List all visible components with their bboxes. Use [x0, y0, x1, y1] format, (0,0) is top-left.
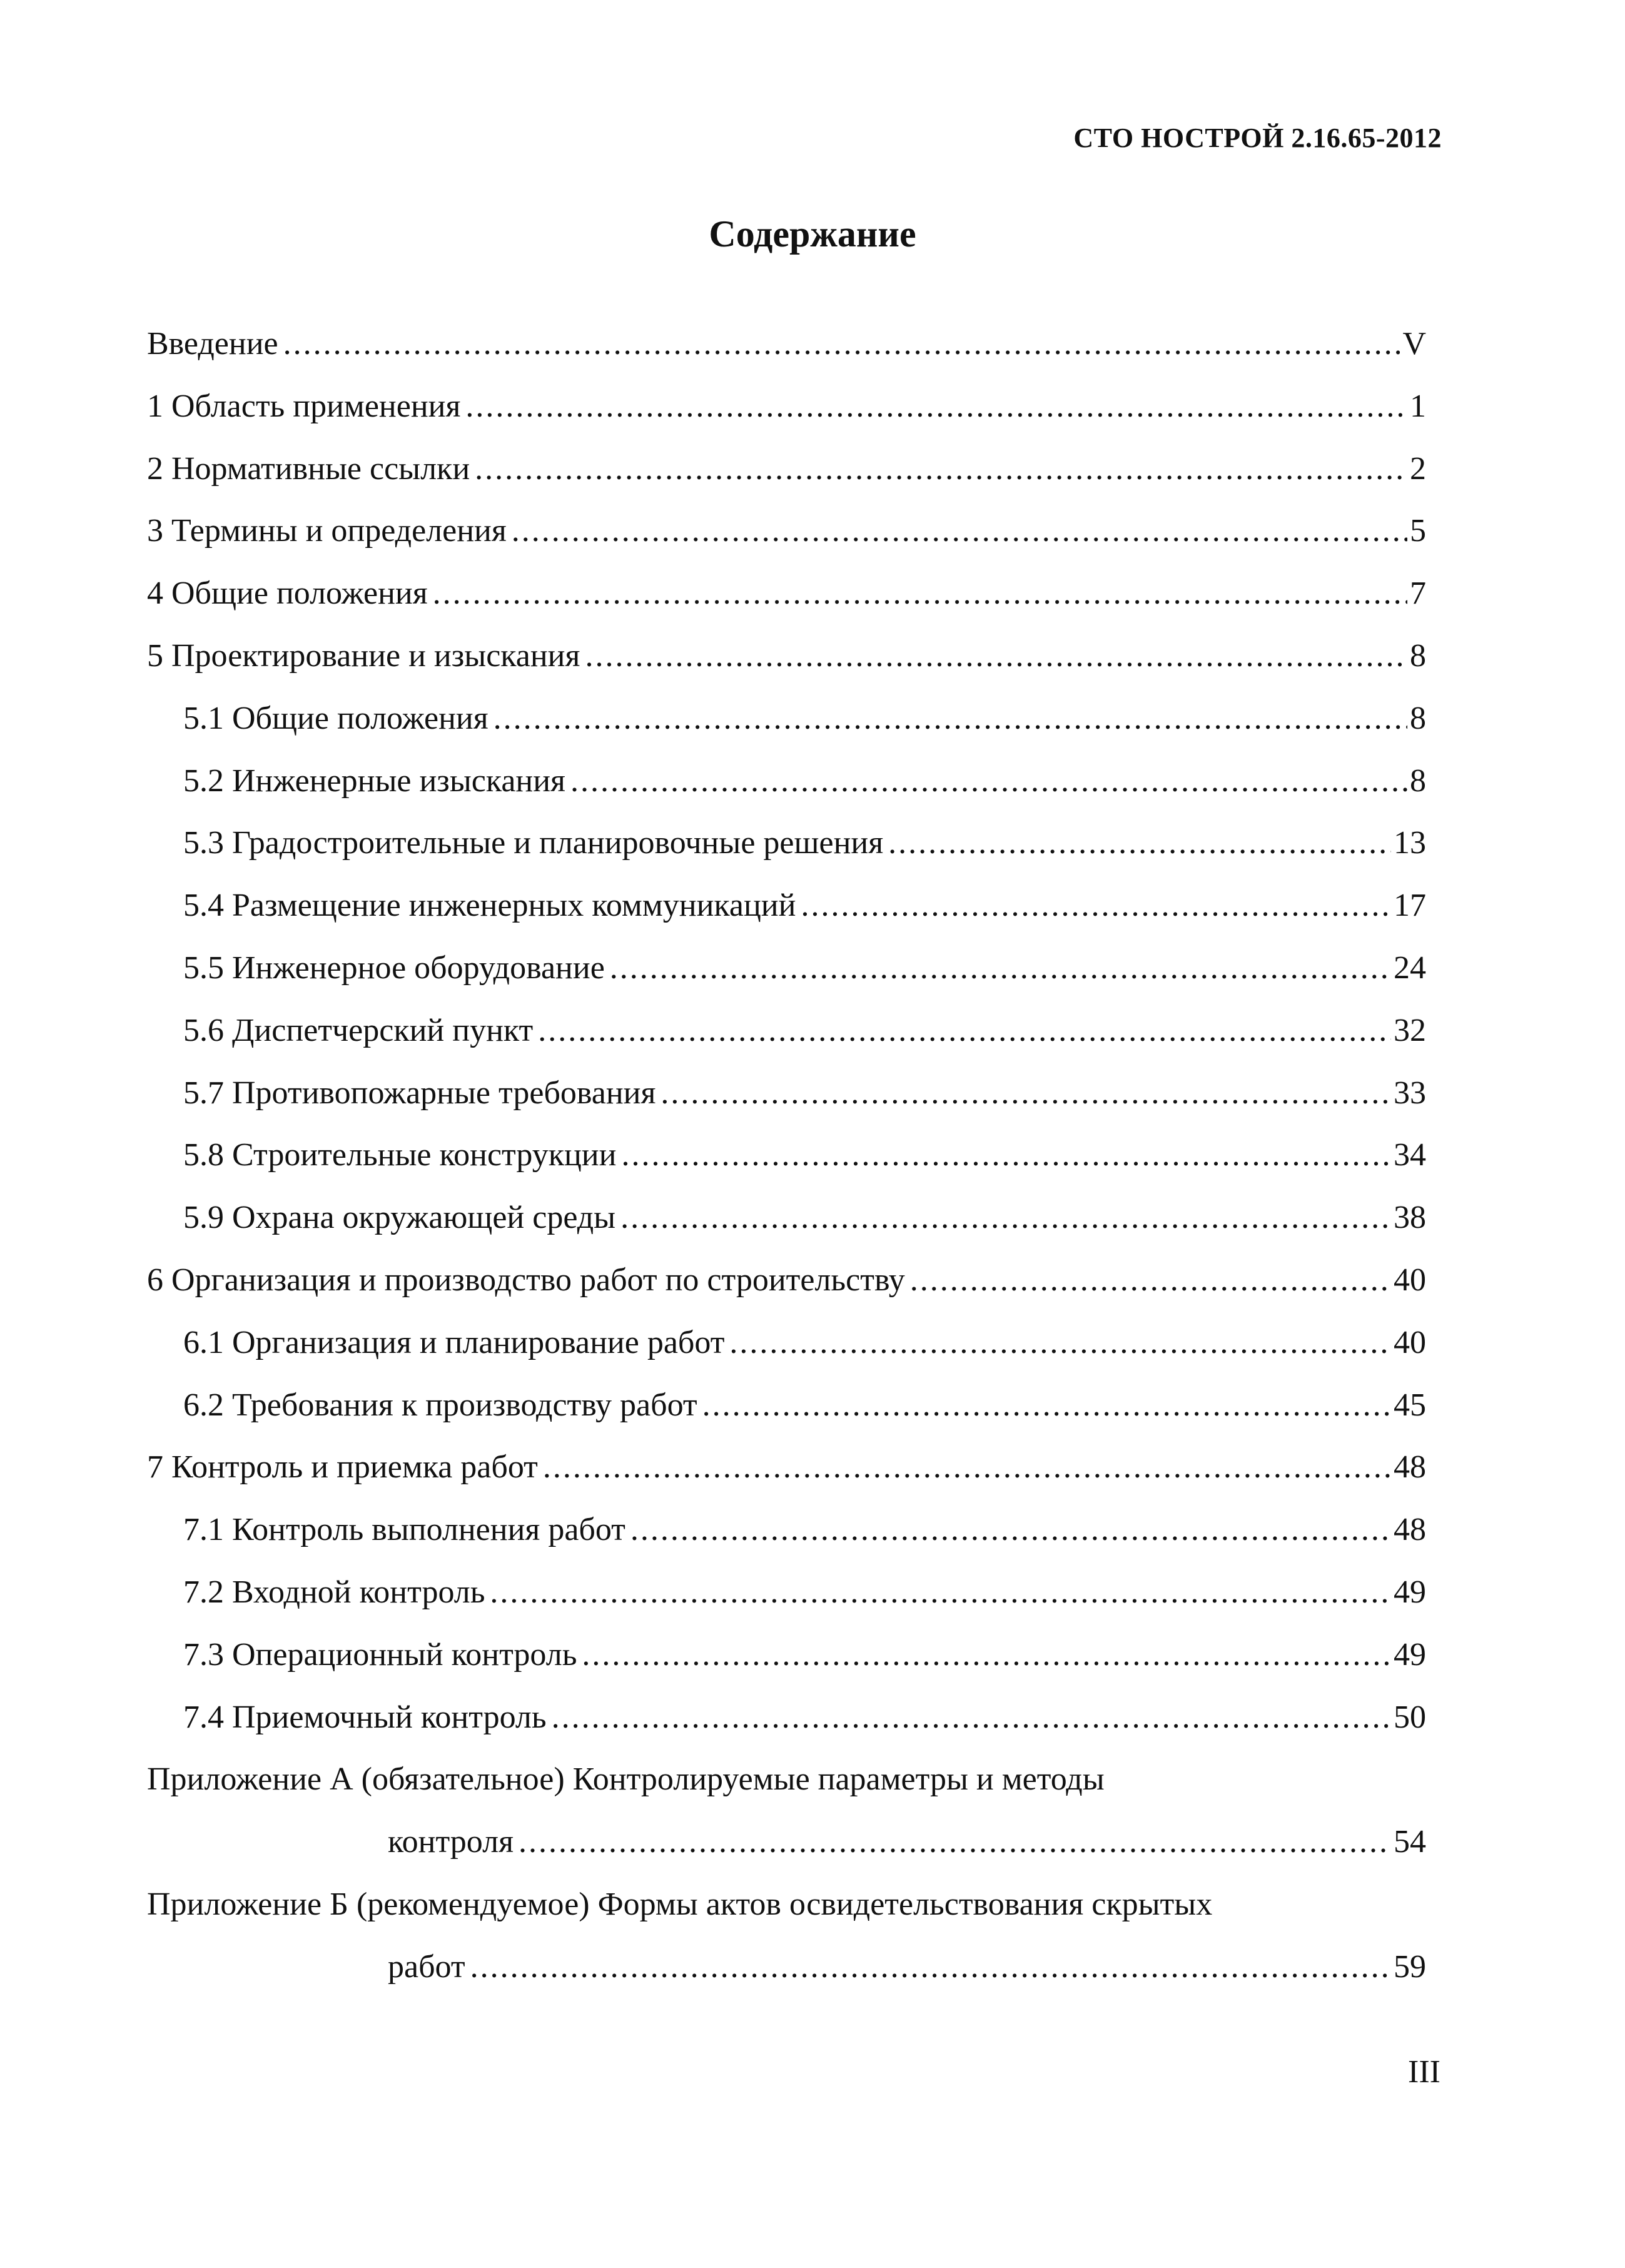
document-code: СТО НОСТРОЙ 2.16.65-2012 [1073, 123, 1442, 153]
toc-entry-7-4[interactable] [147, 1699, 1426, 1761]
toc-entry-page: 13 [1394, 825, 1426, 861]
dot-leader [801, 887, 1391, 924]
dot-leader [283, 325, 1400, 362]
toc-entry-page: 33 [1394, 1075, 1426, 1111]
toc-entry-page: 38 [1394, 1200, 1426, 1236]
toc-entry-appendix-a-continuation[interactable] [147, 1823, 1426, 1886]
toc-entry-label: 6.2 Требования к производству работ [183, 1387, 697, 1423]
toc-entry-label: 5.6 Диспетчерский пункт [183, 1012, 534, 1048]
toc-entry-appendix-b[interactable] [147, 1886, 1426, 1948]
toc-title: Содержание [709, 213, 916, 255]
page-number: III [1408, 2054, 1440, 2090]
toc-entry-page: V [1402, 326, 1426, 362]
toc-entry-5[interactable] [147, 637, 1426, 700]
toc-entry-label: 5.4 Размещение инженерных коммуникаций [183, 888, 796, 924]
toc-entry-page: 49 [1394, 1636, 1426, 1673]
toc-entry-5-7[interactable] [147, 1075, 1426, 1137]
toc-entry-label: 7 Контроль и приемка работ [147, 1449, 538, 1486]
dot-leader [433, 575, 1407, 612]
toc-entry-page: 8 [1410, 637, 1426, 674]
toc-entry-page: 54 [1394, 1824, 1426, 1860]
dot-leader [610, 949, 1391, 986]
toc-entry-page: 40 [1394, 1324, 1426, 1360]
dot-leader [729, 1324, 1391, 1361]
toc-entry-appendix-b-continuation[interactable] [147, 1948, 1426, 2011]
toc-entry-7[interactable] [147, 1449, 1426, 1511]
dot-leader [538, 1012, 1391, 1049]
dot-leader [494, 700, 1407, 737]
toc-entry-label: 6.1 Организация и планирование работ [183, 1324, 725, 1360]
toc-entry-5-8[interactable] [147, 1137, 1426, 1199]
dot-leader [465, 388, 1407, 425]
toc-entry-4[interactable] [147, 575, 1426, 637]
toc-entry-page: 45 [1394, 1387, 1426, 1423]
toc-entry-page: 8 [1410, 700, 1426, 736]
toc-entry-label: 5.1 Общие положения [183, 700, 489, 736]
toc-entry-page: 1 [1410, 388, 1426, 424]
toc-entry-1[interactable] [147, 388, 1426, 450]
toc-entry-5-9[interactable] [147, 1199, 1426, 1262]
toc-entry-5-5[interactable] [147, 949, 1426, 1012]
toc-entry-page: 49 [1394, 1574, 1426, 1610]
toc-entry-label: 7.2 Входной контроль [183, 1574, 485, 1610]
dot-leader [475, 450, 1407, 487]
dot-leader [552, 1699, 1391, 1736]
toc-entry-3[interactable] [147, 512, 1426, 575]
dot-leader [519, 1823, 1391, 1860]
toc-entry-6-2[interactable] [147, 1387, 1426, 1449]
toc-entry-5-6[interactable] [147, 1012, 1426, 1075]
toc-entry-5-1[interactable] [147, 700, 1426, 762]
toc-entry-label: Приложение Б (рекомендуемое) Формы актов освидетельствования скрытых [147, 1886, 1213, 1922]
toc-entry-label: 5.8 Строительные конструкции [183, 1137, 617, 1173]
toc-entry-label: 3 Термины и определения [147, 513, 507, 549]
toc-entry-label: 2 Нормативные ссылки [147, 450, 470, 487]
dot-leader [470, 1948, 1391, 1985]
toc-entry-label: 7.3 Операционный контроль [183, 1636, 577, 1673]
toc-entry-label: Введение [147, 326, 278, 362]
toc-entry-label: 5.3 Градостроительные и планировочные решения [183, 825, 884, 861]
toc-entry-appendix-a[interactable] [147, 1761, 1426, 1823]
toc-entry-page: 32 [1394, 1012, 1426, 1048]
dot-leader [620, 1199, 1391, 1236]
dot-leader [621, 1137, 1391, 1173]
toc-entry-7-2[interactable] [147, 1574, 1426, 1636]
dot-leader [490, 1574, 1391, 1611]
toc-entry-page: 50 [1394, 1699, 1426, 1735]
toc-entry-page: 8 [1410, 762, 1426, 799]
toc-entry-label: 5.9 Охрана окружающей среды [183, 1200, 616, 1236]
toc-entry-page: 24 [1394, 949, 1426, 986]
toc-entry-label: 5.2 Инженерные изыскания [183, 762, 565, 799]
toc-entry-label: работ [388, 1948, 465, 1985]
toc-entry-page: 17 [1394, 888, 1426, 924]
dot-leader [512, 512, 1407, 549]
toc-entry-2[interactable] [147, 450, 1426, 513]
dot-leader [888, 824, 1391, 861]
toc-entry-label: Приложение А (обязательное) Контролируемые параметры и методы [147, 1761, 1105, 1798]
toc-entry-label: 5.7 Противопожарные требования [183, 1075, 656, 1111]
dot-leader [543, 1449, 1391, 1486]
toc-entry-page: 7 [1410, 575, 1426, 612]
dot-leader [661, 1075, 1391, 1111]
toc-entry-label: 1 Область применения [147, 388, 461, 424]
dot-leader [585, 637, 1407, 674]
dot-leader [582, 1636, 1391, 1673]
toc-entry-5-4[interactable] [147, 887, 1426, 949]
dot-leader [910, 1262, 1391, 1299]
table-of-contents [147, 325, 1426, 2011]
toc-entry-page: 40 [1394, 1262, 1426, 1298]
toc-entry-page: 48 [1394, 1512, 1426, 1548]
toc-entry-introduction[interactable] [147, 325, 1426, 388]
toc-entry-page: 48 [1394, 1449, 1426, 1486]
toc-entry-7-1[interactable] [147, 1511, 1426, 1574]
dot-leader [702, 1387, 1391, 1424]
toc-entry-5-3[interactable] [147, 824, 1426, 887]
toc-entry-label: 7.4 Приемочный контроль [183, 1699, 547, 1735]
toc-entry-page: 34 [1394, 1137, 1426, 1173]
dot-leader [630, 1511, 1391, 1548]
toc-entry-6-1[interactable] [147, 1324, 1426, 1387]
toc-entry-page: 5 [1410, 513, 1426, 549]
toc-entry-label: 6 Организация и производство работ по строительству [147, 1262, 905, 1298]
dot-leader [570, 762, 1407, 799]
toc-entry-label: 7.1 Контроль выполнения работ [183, 1512, 625, 1548]
toc-entry-7-3[interactable] [147, 1636, 1426, 1699]
toc-entry-label: 4 Общие положения [147, 575, 428, 612]
toc-entry-page: 59 [1394, 1948, 1426, 1985]
toc-entry-5-2[interactable] [147, 762, 1426, 825]
toc-entry-label: контроля [388, 1824, 514, 1860]
toc-entry-label: 5 Проектирование и изыскания [147, 637, 580, 674]
toc-entry-label: 5.5 Инженерное оборудование [183, 949, 605, 986]
toc-entry-6[interactable] [147, 1262, 1426, 1324]
toc-entry-page: 2 [1410, 450, 1426, 487]
